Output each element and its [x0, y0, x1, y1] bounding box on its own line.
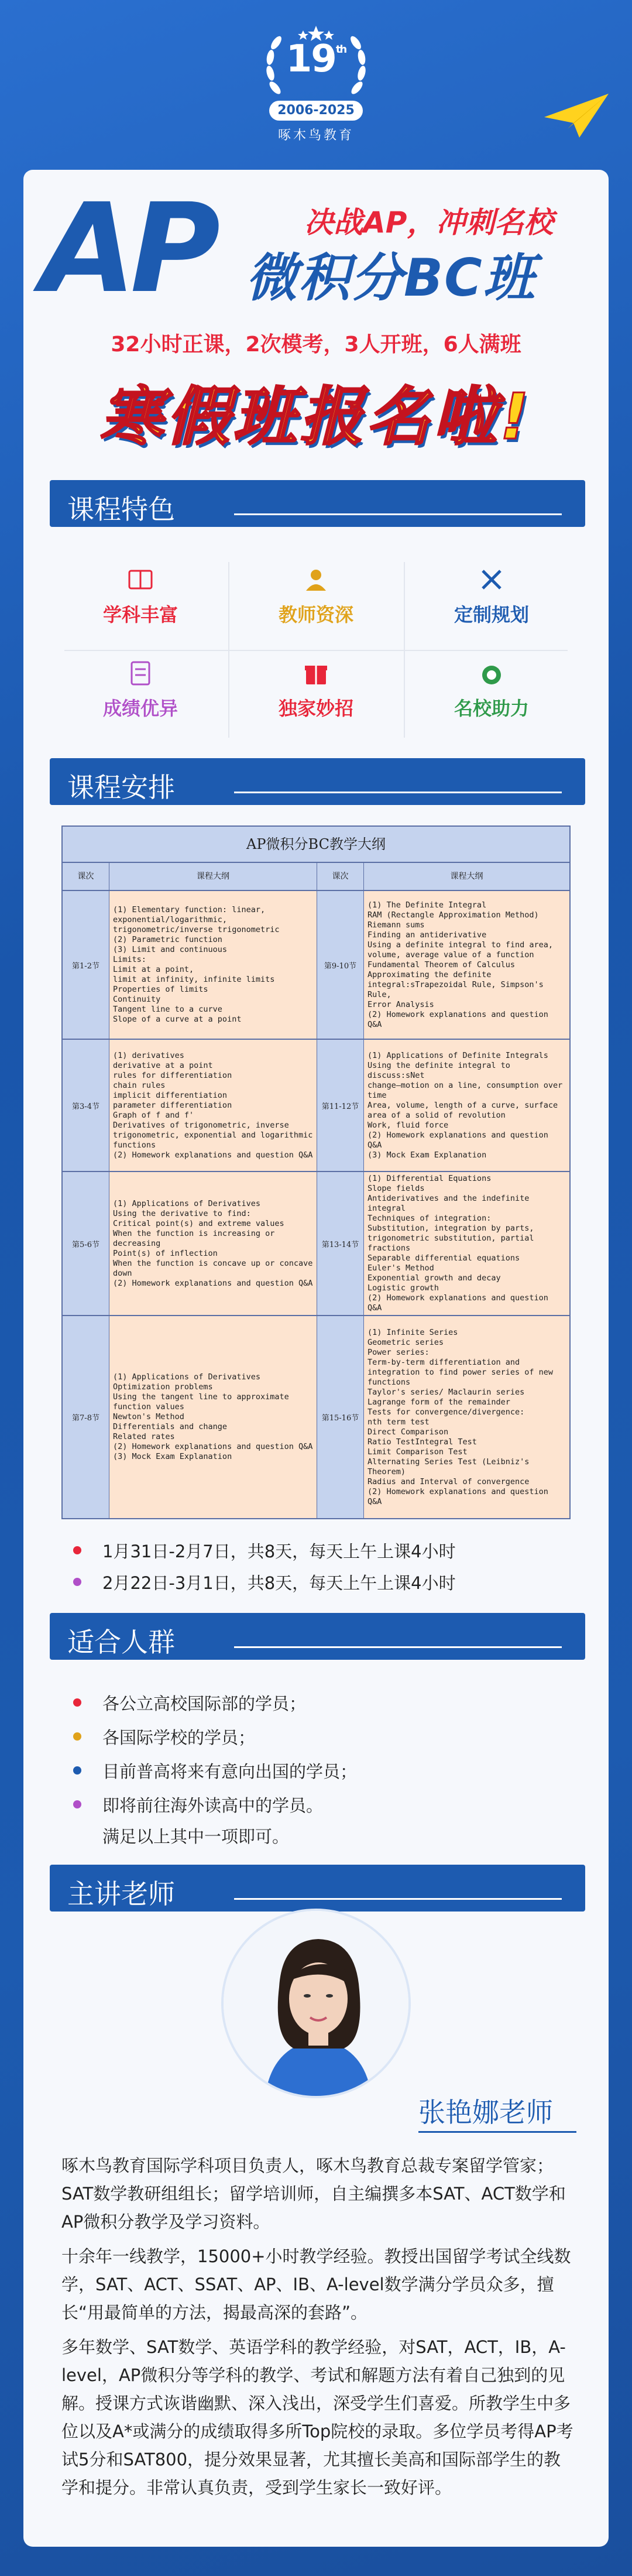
section-header-teacher — [50, 1865, 585, 1912]
section-title: 课程特色 — [67, 494, 175, 525]
feature-item — [228, 565, 404, 635]
teacher-icon — [301, 565, 331, 594]
table-header-row — [63, 863, 569, 891]
lesson-outline: (1) Applications of Definite Integrals Using the definite integral to discuss:sNet change—motion on a line, consumption over time Area, volume, length of a curve, surface area of a solid of revolution Work, fluid force (2) Homework explanations and question Q&A (3) Mock Exam Explanation — [364, 1040, 569, 1171]
section-header-features — [50, 480, 585, 527]
tools-icon — [477, 565, 506, 594]
section-title: 适合人群 — [67, 1626, 175, 1658]
section-header-schedule — [50, 758, 585, 805]
syllabus-table — [61, 825, 571, 1519]
bullet-dot — [73, 1732, 81, 1741]
feature-label: 独家妙招 — [278, 697, 353, 720]
feature-label: 学科丰富 — [102, 604, 178, 626]
hero-title: 微积分BC班 — [246, 248, 536, 308]
table-header-cell: 课次 — [63, 863, 109, 890]
brand-name: 啄木鸟教育 — [277, 128, 354, 143]
lesson-number: 第3-4节 — [63, 1040, 109, 1171]
table-header-cell: 课程大纲 — [109, 863, 317, 890]
feature-item — [53, 565, 228, 635]
feature-label: 定制规划 — [454, 604, 529, 626]
paper-plane-icon — [544, 94, 609, 141]
table-header-cell: 课次 — [317, 863, 364, 890]
audience-note: 满足以上其中一项即可。 — [102, 1827, 290, 1847]
audience-item: 各公立高校国际部的学员； — [102, 1694, 307, 1714]
bullet-dot — [73, 1698, 81, 1707]
table-row — [63, 1040, 569, 1172]
gift-icon — [301, 659, 331, 688]
section-title: 主讲老师 — [67, 1878, 175, 1910]
lesson-number: 第11-12节 — [317, 1040, 364, 1171]
bullet-dot — [73, 1766, 81, 1775]
feature-item — [404, 565, 579, 635]
lesson-number: 第15-16节 — [317, 1316, 364, 1518]
section-title: 课程安排 — [67, 772, 175, 803]
lesson-outline: (1) Elementary function: linear, exponential/logarithmic, trigonometric/inverse trigonometric (2) Parametric function (3) Limit and continuous Limits: Limit at a point, limit at infinity, infinite limits Properties of limits Continuity Tangent line to a curve Slope of a curve at a point — [109, 891, 317, 1039]
hero-subtitle: 32小时正课，2次模考，3人开班，6人满班 — [111, 333, 521, 357]
anniversary-badge — [252, 18, 380, 141]
feature-label: 教师资深 — [278, 604, 353, 626]
hero-tagline: 决战AP，冲刺名校 — [304, 205, 554, 239]
bullet-dot — [73, 1800, 81, 1808]
medal-icon — [477, 659, 506, 688]
hero-headline: 寒假班报名啦! — [99, 381, 533, 454]
lesson-number: 第5-6节 — [63, 1172, 109, 1315]
section-underline — [234, 792, 562, 793]
lesson-number: 第1-2节 — [63, 891, 109, 1039]
table-title: AP微积分BC教学大纲 — [63, 827, 569, 863]
teacher-avatar — [221, 1909, 411, 2098]
teacher-bio-paragraph: 十余年一线教学，15000+小时教学经验。教授出国留学考试全线数学，SAT、ACT、SSAT、AP、IB、A-level数学满分学员众多，擅长“用最简单的方法，揭最高深的套路”。 — [61, 2246, 571, 2322]
feature-label: 名校助力 — [454, 697, 529, 720]
lesson-outline: (1) The Definite Integral RAM (Rectangle Approximation Method) Riemann sums Finding an antiderivative Using a definite integral to find area, volume, average value of a function Fundamental Theorem of Calculus Approximating the definite integral:sTrapezoidal Rule, Simpson's Rule, Error Analysis (2) Homework explanations and question Q&A — [364, 891, 569, 1039]
audience-item: 目前普高将来有意向出国的学员； — [102, 1762, 358, 1782]
teacher-name: 张艳娜老师 — [418, 2097, 553, 2128]
feature-label: 成绩优异 — [102, 697, 178, 720]
section-underline — [234, 1898, 562, 1900]
section-underline — [234, 1646, 562, 1648]
feature-item — [53, 659, 228, 729]
feature-item — [404, 659, 579, 729]
table-row — [63, 1316, 569, 1518]
schedule-item: 1月31日-2月7日，共8天，每天上午上课4小时 — [102, 1542, 456, 1561]
lesson-outline: (1) Applications of Derivatives Using the derivative to find: Critical point(s) and extreme values When the function is increasing or decreasing Point(s) of inflection When the function is concave up or concave down (2) Homework explanations and question Q&A — [109, 1172, 317, 1315]
anniversary-years: 19th — [286, 37, 346, 81]
table-row — [63, 1172, 569, 1316]
lesson-number: 第13-14节 — [317, 1172, 364, 1315]
hero-ap-logo: AP — [41, 177, 215, 320]
bullet-dot — [73, 1546, 81, 1554]
lesson-outline: (1) Differential Equations Slope fields Antiderivatives and the indefinite integral Techniques of integration: Substitution, integration by parts, trigonometric substitution, partial fractions Separable differential equations Euler's Method Exponential growth and decay Logistic growth (2) Homework explanations and question Q&A — [364, 1172, 569, 1315]
feature-item — [228, 659, 404, 729]
teacher-bio-paragraph: 啄木鸟教育国际学科项目负责人，啄木鸟教育总裁专案留学管家；SAT数学教研组组长；留学培训师，自主编撰多本SAT、ACT数学和AP微积分教学及学习资料。 — [61, 2156, 566, 2232]
year-range: 2006-2025 — [269, 101, 363, 121]
teacher-bio-paragraph: 多年数学、SAT数学、英语学科的教学经验，对SAT，ACT，IB，A-level，AP微积分等学科的教学、考试和解题方法有着自己独到的见解。授课方式诙谐幽默、深入浅出，深受学生们喜爱。所教学生中多位以及A*或满分的成绩取得多所Top院校的录取。多位学员考得AP考试5分和SAT800，提分效果显著，尤其擅长美高和国际部学生的教学和提分。非常认真负责，受到学生家长一致好评。 — [61, 2337, 573, 2498]
audience-item: 各国际学校的学员； — [102, 1728, 256, 1748]
schedule-item: 2月22日-3月1日，共8天，每天上午上课4小时 — [102, 1573, 456, 1593]
table-row — [63, 891, 569, 1040]
book-icon — [126, 565, 155, 594]
bullet-dot — [73, 1578, 81, 1586]
teacher-photo — [224, 1911, 411, 2098]
lesson-number: 第9-10节 — [317, 891, 364, 1039]
report-icon — [126, 659, 155, 688]
lesson-number: 第7-8节 — [63, 1316, 109, 1518]
lesson-outline: (1) derivatives derivative at a point rules for differentiation chain rules implicit differentiation parameter differentiation Graph of f and f' Derivatives of trigonometric, inverse trigonometric, exponential and logarithmic functions (2) Homework explanations and question Q&A — [109, 1040, 317, 1171]
lesson-outline: (1) Infinite Series Geometric series Power series: Term-by-term differentiation and integration to find power series of new functions Taylor's series/ Maclaurin series Lagrange form of the remainder Tests for convergence/divergence: nth term test Direct Comparison Ratio TestIntegral Test Limit Comparison Test Alternating Series Test (Leibniz's Theorem) Radius and Interval of convergence (2) Homework explanations and question Q&A — [364, 1316, 569, 1518]
divider — [64, 650, 568, 651]
table-header-cell: 课程大纲 — [450, 872, 483, 881]
lesson-outline: (1) Applications of Derivatives Optimization problems Using the tangent line to approximate function values Newton's Method Differentials and change Related rates (2) Homework explanations and question Q&A (3) Mock Exam Explanation — [109, 1316, 317, 1518]
section-header-audience — [50, 1613, 585, 1660]
teacher-name-underline — [418, 2131, 576, 2133]
audience-item: 即将前往海外读高中的学员。 — [102, 1796, 324, 1815]
section-underline — [234, 513, 562, 515]
